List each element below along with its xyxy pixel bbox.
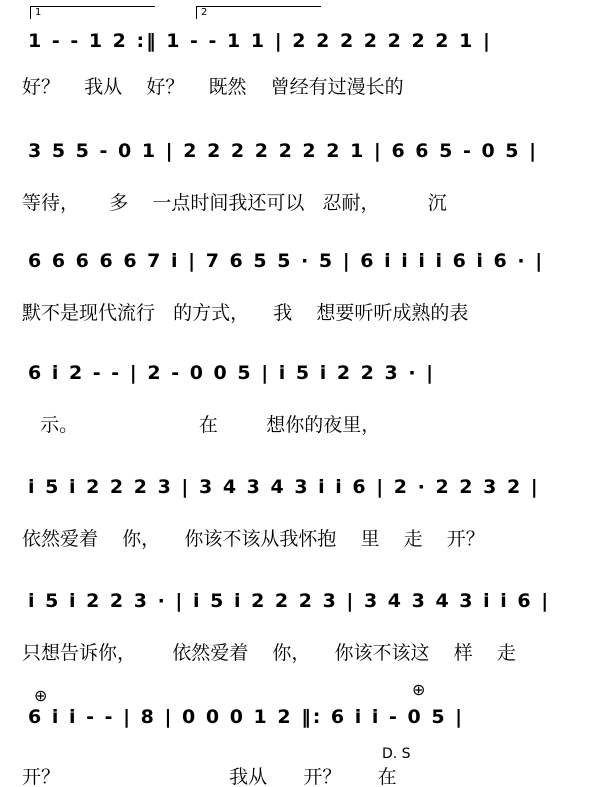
lyric-line-6: 只想告诉你， 依然爱着 你， 你该不该这 样 走 bbox=[22, 642, 516, 664]
notation-line-5: i 5 i 2 2 2 3 | 3 4 3 4 3 i i 6 | 2 · 2 2 3 2 | bbox=[28, 476, 540, 498]
dal-segno-label: D. S bbox=[382, 746, 411, 762]
lyric-line-3: 默不是现代流行 的方式， 我 想要听听成熟的表 bbox=[22, 302, 469, 324]
music-row-2 bbox=[0, 112, 608, 222]
music-row-5 bbox=[0, 448, 608, 558]
notation-line-6: i 5 i 2 2 3 · | i 5 i 2 2 2 3 | 3 4 3 4 3 i i 6 | bbox=[28, 590, 551, 612]
lyric-line-7: 开？ 我从 开？ 在 bbox=[22, 766, 397, 787]
music-row-7 bbox=[0, 676, 608, 786]
volta-second-label: 2 bbox=[201, 7, 208, 18]
lyric-line-2: 等待， 多 一点时间我还可以 忍耐， 沉 bbox=[22, 192, 447, 214]
notation-line-7: 6 i i - - | 8 | 0 0 0 1 2 ‖: 6 i i - 0 5 | bbox=[28, 706, 465, 728]
volta-first-label: 1 bbox=[35, 7, 42, 18]
notation-line-1: 1 - - 1 2 :‖ 1 - - 1 1 | 2 2 2 2 2 2 2 1 | bbox=[28, 30, 492, 52]
lyric-line-1: 好？ 我从 好？ 既然 曾经有过漫长的 bbox=[22, 76, 404, 98]
notation-line-4: 6 i 2 - - | 2 - 0 0 5 | i 5 i 2 2 3 · | bbox=[28, 362, 436, 384]
volta-second bbox=[196, 6, 321, 19]
coda-icon-2: ⊕ bbox=[412, 680, 426, 699]
notation-line-3: 6 6 6 6 6 7 i | 7 6 5 5 · 5 | 6 i i i i 6 i 6 · | bbox=[28, 250, 545, 272]
music-row-1 bbox=[0, 0, 608, 110]
music-row-3 bbox=[0, 224, 608, 334]
lyric-line-4: 示。 在 想你的夜里， bbox=[22, 414, 381, 436]
music-row-4 bbox=[0, 336, 608, 446]
music-row-6 bbox=[0, 562, 608, 672]
coda-icon: ⊕ bbox=[34, 686, 48, 705]
lyric-line-5: 依然爱着 你， 你该不该从我怀抱 里 走 开？ bbox=[22, 528, 485, 550]
notation-line-2: 3 5 5 - 0 1 | 2 2 2 2 2 2 2 1 | 6 6 5 - 0 5 | bbox=[28, 140, 539, 162]
volta-first bbox=[30, 6, 155, 19]
